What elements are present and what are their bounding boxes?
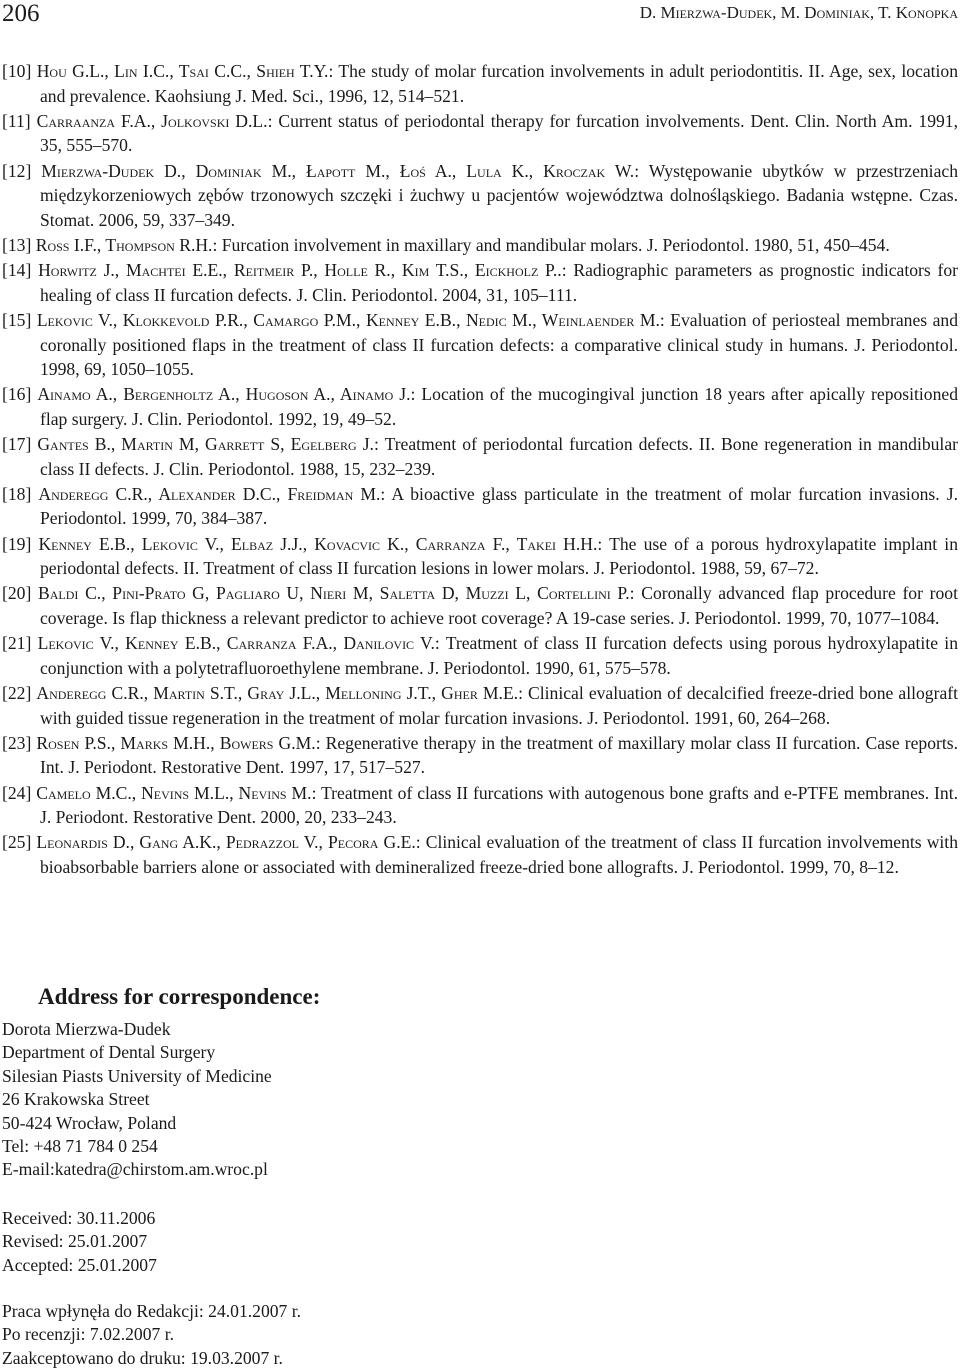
reference-details: : Clinical evaluation of the treatment of class II furcation involvements with bioabsorbable barriers alone or associated with demineralized freeze-dried bone allografts. J. Periodontol. 1999, 70, 8–12. [40, 832, 958, 877]
address-line: E-mail:katedra@chirstom.am.wroc.pl [2, 1159, 268, 1180]
reference-number: [16] [2, 384, 32, 405]
reference-item [2, 631, 958, 680]
reference-authors: Kenney E.B., Lekovic V., Elbaz J.J., Kovacvic K., Carranza F., Takei H.H. [38, 533, 598, 554]
reference-number: [14] [2, 260, 32, 281]
reference-details: : Treatment of periodontal furcation defects. II. Bone regeneration in mandibular class II defects. J. Clin. Periodontol. 1988, 15, 232–239. [40, 434, 958, 479]
reference-authors: Lekovic V., Kenney E.B., Carranza F.A., Danilovic V. [37, 633, 435, 654]
reference-item [2, 581, 958, 630]
address-heading: Address for correspondence: [38, 984, 321, 1009]
reference-details: : The use of a porous hydroxylapatite implant in periodontal defects. II. Treatment of class II furcation lesions in lower molars. J. Periodontol. 1988, 59, 67–72. [40, 533, 958, 579]
dates-block [2, 1207, 157, 1277]
reference-item [2, 731, 958, 780]
reference-details: : Treatment of class II furcation defects using porous hydroxylapatite in conjunction with a polytetrafluoroethylene membrane. J. Periodontol. 1990, 61, 575–578. [40, 633, 958, 678]
reference-authors: Camelo M.C., Nevins M.L., Nevins M. [36, 782, 312, 803]
reference-item [2, 781, 958, 830]
address-line: Department of Dental Surgery [2, 1042, 216, 1063]
reference-authors: Ross I.F., Thompson R.H. [35, 234, 213, 255]
reference-details: : Furcation involvement in maxillary and mandibular molars. J. Periodontol. 1980, 51, 450–454. [212, 234, 890, 255]
address-line: 50-424 Wrocław, Poland [2, 1112, 177, 1133]
reference-authors: Ainamo A., Bergenholtz A., Hugoson A., Ainamo J. [37, 384, 411, 405]
reference-item [2, 109, 958, 158]
reference-number: [19] [2, 533, 32, 554]
reference-details: : Clinical evaluation of decalcified freeze-dried bone allograft with guided tissue regeneration in the treatment of molar furcation invasions. J. Periodontol. 1991, 60, 264–268. [40, 682, 958, 728]
reference-authors: Anderegg C.R., Alexander D.C., Freidman M. [38, 483, 381, 504]
reference-number: [24] [2, 782, 32, 803]
reference-number: [10] [2, 61, 32, 81]
address-line: Silesian Piasts University of Medicine [2, 1065, 272, 1086]
revised-date: Revised: 25.01.2007 [2, 1231, 148, 1252]
reference-authors: Carraanza F.A., Jolkovski D.L. [36, 110, 268, 131]
reference-item [2, 382, 958, 431]
reference-number: [21] [2, 633, 32, 654]
reference-details: : Treatment of class II furcations with autogenous bone grafts and e-PTFE membranes. Int. J. Periodont. Restorative Dent. 2000, 20, 233–243. [40, 782, 959, 828]
reference-number: [11] [2, 110, 31, 131]
reference-details: : Regenerative therapy in the treatment of maxillary molar class II furcation. Case reports. Int. J. Periodont. Restorative Dent. 1997, 17, 517–527. [40, 732, 958, 778]
reference-item [2, 532, 958, 581]
reference-authors: Gantes B., Martin M, Garrett S, Egelberg J. [37, 434, 374, 455]
reference-item [2, 233, 958, 258]
reference-authors: Horwitz J., Machtei E.E., Reitmeir P., Holle R., Kim T.S., Eickholz P. [38, 260, 558, 281]
reference-item [2, 830, 958, 879]
reference-details: : Coronally advanced flap procedure for root coverage. Is flap thickness a relevant predictor to achieve root coverage? A 19-case series. J. Periodontol. 1999, 70, 1077–1084. [40, 583, 958, 628]
reference-number: [25] [2, 832, 32, 853]
reference-details: : Location of the mucogingival junction 18 years after apically repositioned flap surgery. J. Clin. Periodontol. 1992, 19, 49–52. [40, 384, 958, 429]
reference-authors: Leonardis D., Gang A.K., Pedrazzol V., Pecora G.E. [36, 832, 416, 853]
reference-authors: Rosen P.S., Marks M.H., Bowers G.M. [36, 732, 316, 753]
reference-item [2, 432, 958, 481]
reference-item [2, 681, 958, 730]
reference-details: : A bioactive glass particulate in the treatment of molar furcation invasions. J. Periodontol. 1999, 70, 384–387. [40, 483, 958, 529]
reference-item [2, 308, 958, 382]
reference-number: [13] [2, 234, 32, 255]
reference-number: [17] [2, 434, 32, 455]
reference-authors: Hou G.L., Lin I.C., Tsai C.C., Shieh T.Y. [36, 61, 329, 81]
running-head: D. Mierzwa-Dudek, M. Dominiak, T. Konopka [639, 3, 958, 22]
reference-authors: Baldi C., Pini-Prato G, Pagliaro U, Nieri M, Saletta D, Muzzi L, Cortellini P. [38, 583, 630, 604]
reference-details: : Current status of periodontal therapy for furcation involvements. Dent. Clin. North Am. 1991, 35, 555–570. [40, 110, 958, 156]
reference-number: [15] [2, 309, 32, 330]
reference-number: [12] [2, 160, 32, 181]
received-date-pl: Praca wpłynęła do Redakcji: 24.01.2007 r. [2, 1301, 302, 1321]
reference-details: .: Radiographic parameters as prognostic indicators for healing of class II furcation defects. J. Clin. Periodontol. 2004, 31, 105–111. [40, 260, 958, 305]
address-block [2, 1018, 272, 1182]
reference-item [2, 258, 958, 307]
reviewed-date-pl: Po recenzji: 7.02.2007 r. [2, 1324, 174, 1345]
reference-number: [20] [2, 583, 32, 604]
reference-list [2, 59, 958, 880]
reference-authors: Lekovic V., Klokkevold P.R., Camargo P.M., Kenney E.B., Nedic M., Weinlaender M. [36, 309, 660, 330]
dates-block-polish [2, 1300, 301, 1370]
page-number: 206 [2, 0, 40, 27]
reference-authors: Anderegg C.R., Martin S.T., Gray J.L., Melloning J.T., Gher M.E. [36, 682, 519, 703]
reference-authors: Mierzwa-Dudek D., Dominiak M., Łapott M., Łoś A., Lula K., Kroczak W. [41, 160, 635, 181]
reference-number: [18] [2, 483, 32, 504]
reference-number: [23] [2, 732, 32, 753]
address-line: Tel: +48 71 784 0 254 [2, 1136, 158, 1157]
reference-details: : Występowanie ubytków w przestrzeniach międzykorzeniowych zębów trzonowych szczęki i żuchwy u pacjentów województwa dolnośląskiego. Badania wstępne. Czas. Stomat. 2006, 59, 337–349. [40, 160, 958, 230]
reference-number: [22] [2, 682, 32, 703]
reference-item [2, 482, 958, 531]
reference-details: : Evaluation of periosteal membranes and coronally positioned flaps in the treatment of class II furcation defects: a comparative clinical study in humans. J. Periodontol. 1998, 69, 1050–1055. [40, 309, 958, 380]
reference-item [2, 59, 958, 108]
address-line: 26 Krakowska Street [2, 1089, 150, 1110]
accepted-date: Accepted: 25.01.2007 [2, 1254, 157, 1275]
received-date: Received: 30.11.2006 [2, 1208, 156, 1228]
accepted-date-pl: Zaakceptowano do druku: 19.03.2007 r. [2, 1347, 283, 1368]
reference-item [2, 159, 958, 233]
reference-details: : The study of molar furcation involvements in adult periodontitis. II. Age, sex, location and prevalence. Kaohsiung J. Med. Sci., 1996, 12, 514–521. [40, 61, 959, 106]
address-line: Dorota Mierzwa-Dudek [2, 1019, 171, 1039]
